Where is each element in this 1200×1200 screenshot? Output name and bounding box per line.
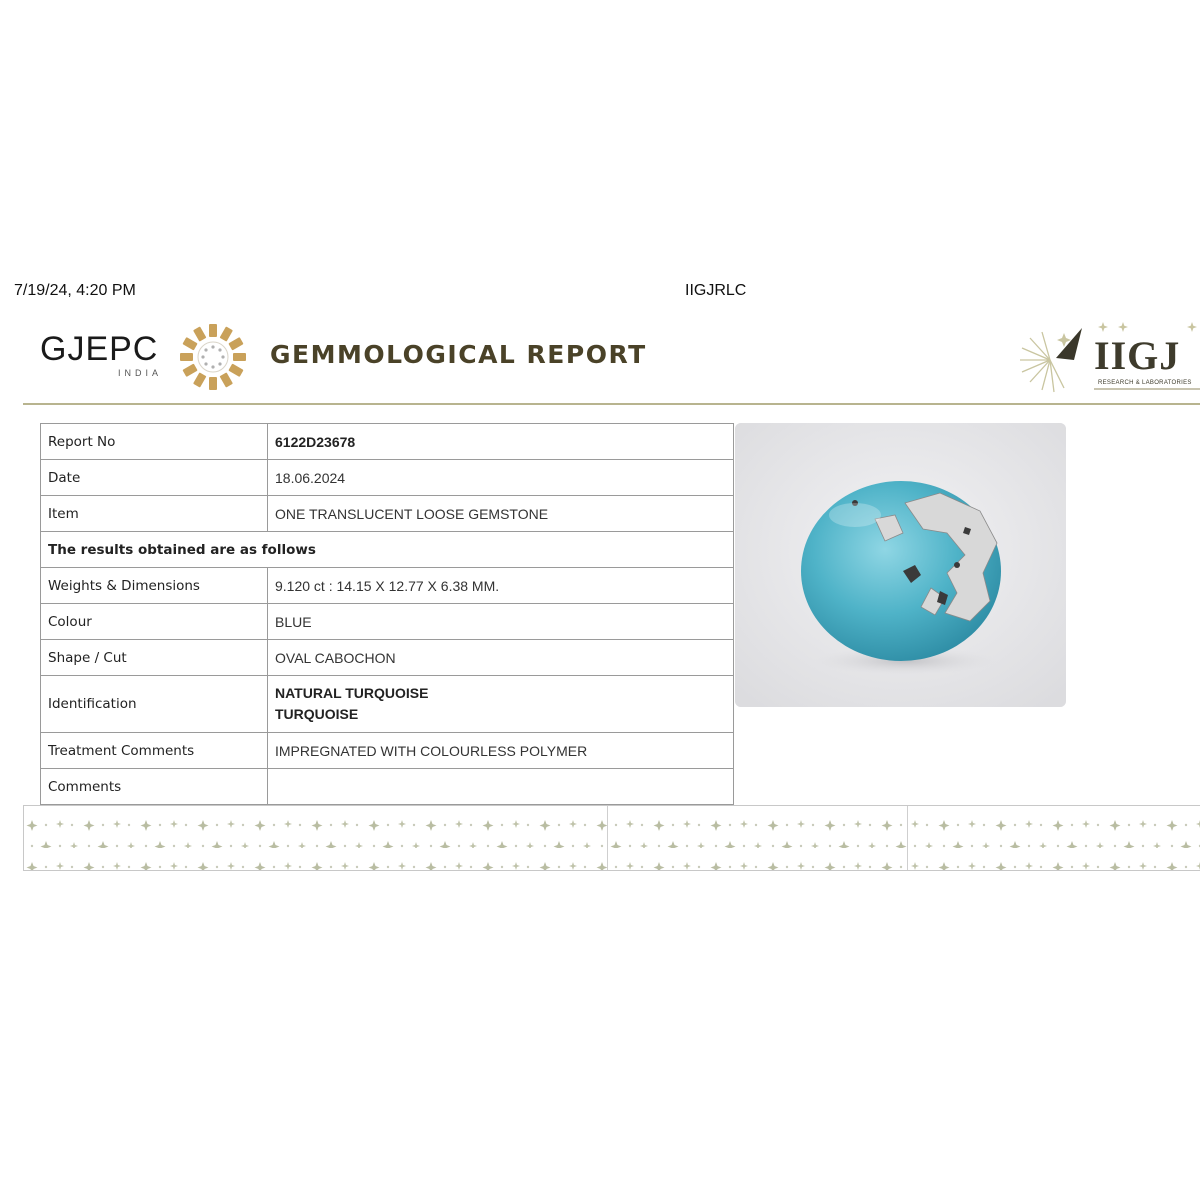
iigj-subtext: RESEARCH & LABORATORIES	[1098, 380, 1192, 386]
table-row-treatment	[41, 733, 734, 769]
sparkle-pattern-icon	[24, 806, 1200, 870]
results-section-heading: The results obtained are as follows	[41, 532, 734, 568]
colour-label: Colour	[41, 604, 268, 640]
band-divider	[907, 806, 908, 870]
table-row-weights	[41, 568, 734, 604]
table-row-section-heading	[41, 532, 734, 568]
turquoise-stone-image	[735, 423, 1066, 707]
treatment-value: IMPREGNATED WITH COLOURLESS POLYMER	[268, 733, 734, 769]
decorative-sparkle-band	[23, 805, 1200, 871]
iigj-sparkle-icon	[1098, 322, 1198, 332]
treatment-label: Treatment Comments	[41, 733, 268, 769]
comments-label: Comments	[41, 769, 268, 805]
report-title: GEMMOLOGICAL REPORT	[270, 340, 647, 369]
iigj-wordmark: IIGJ	[1094, 333, 1181, 378]
gjepc-logo	[40, 322, 250, 392]
gjepc-sunburst-icon	[178, 322, 248, 392]
table-row-date	[41, 460, 734, 496]
shape-label: Shape / Cut	[41, 640, 268, 676]
date-value: 18.06.2024	[268, 460, 734, 496]
table-row-item	[41, 496, 734, 532]
identification-value	[268, 676, 734, 733]
item-value: ONE TRANSLUCENT LOOSE GEMSTONE	[268, 496, 734, 532]
iigj-underline	[1094, 388, 1200, 390]
report-details-table	[40, 423, 734, 805]
identification-line-1: NATURAL TURQUOISE	[275, 685, 429, 701]
shape-value: OVAL CABOCHON	[268, 640, 734, 676]
gjepc-wordmark: GJEPC	[40, 330, 159, 368]
print-page-title: IIGJRLC	[685, 282, 747, 299]
colour-value: BLUE	[268, 604, 734, 640]
identification-label: Identification	[41, 676, 268, 733]
identification-line-2: TURQUOISE	[275, 706, 359, 722]
iigj-logo	[1016, 320, 1200, 400]
item-label: Item	[41, 496, 268, 532]
gemstone-photo	[735, 423, 1066, 707]
band-divider	[607, 806, 608, 870]
weights-value: 9.120 ct : 14.15 X 12.77 X 6.38 MM.	[268, 568, 734, 604]
iigj-star-burst-icon	[1016, 320, 1094, 400]
comments-value	[268, 769, 734, 805]
print-datetime: 7/19/24, 4:20 PM	[14, 282, 136, 299]
header-divider	[23, 403, 1200, 405]
table-row-colour	[41, 604, 734, 640]
report-no-label: Report No	[41, 424, 268, 460]
date-label: Date	[41, 460, 268, 496]
table-row-report-no	[41, 424, 734, 460]
table-row-comments	[41, 769, 734, 805]
report-no-value: 6122D23678	[268, 424, 734, 460]
table-row-identification	[41, 676, 734, 733]
gjepc-subtext: INDIA	[118, 368, 163, 378]
table-row-shape	[41, 640, 734, 676]
weights-label: Weights & Dimensions	[41, 568, 268, 604]
